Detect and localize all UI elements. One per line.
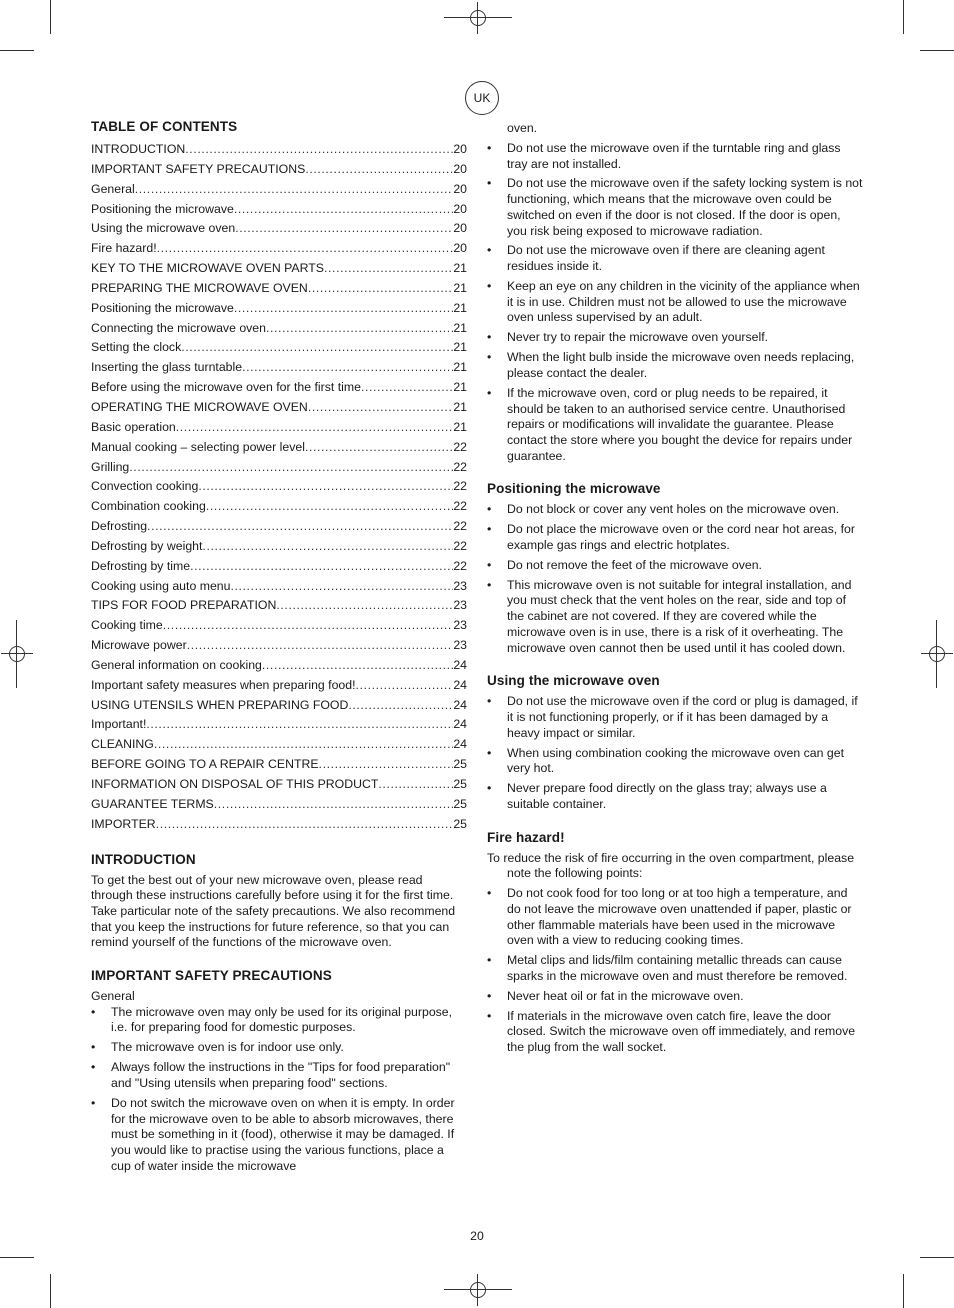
crop-mark (0, 50, 34, 51)
toc-leader-dots (262, 656, 453, 676)
toc-entry-page: 21 (453, 340, 467, 355)
toc-entry-title: PREPARING THE MICROWAVE OVEN (91, 280, 308, 295)
toc-leader-dots (176, 418, 454, 438)
toc-entry (91, 616, 467, 636)
toc-leader-dots (235, 219, 453, 239)
toc-entry-page: 21 (453, 399, 467, 414)
introduction-heading: INTRODUCTION (91, 851, 196, 867)
toc-entry-title: GUARANTEE TERMS (91, 796, 214, 811)
toc-entry-title: IMPORTER (91, 816, 156, 831)
toc-leader-dots (154, 735, 453, 755)
toc-leader-dots (147, 517, 453, 537)
list-item: • Do not block or cover any vent holes on the microwave oven. (487, 502, 863, 518)
toc-entry (91, 477, 467, 497)
toc-leader-dots (266, 319, 453, 339)
toc-entry (91, 219, 467, 239)
toc-leader-dots (146, 715, 453, 735)
toc-entry (91, 815, 467, 835)
crop-mark (50, 1274, 51, 1308)
toc-entry-title: INTRODUCTION (91, 142, 186, 156)
toc-entry-page: 21 (453, 280, 467, 295)
list-item: • When the light bulb inside the microwave oven needs replacing, please contact the dealer. (487, 350, 863, 381)
toc-leader-dots (308, 398, 454, 418)
fire-section (487, 830, 863, 1056)
toc-entry (91, 378, 467, 398)
toc-entry-title: OPERATING THE MICROWAVE OVEN (91, 399, 308, 414)
toc-entry-title: Connecting the microwave oven (91, 320, 266, 335)
list-item: • This microwave oven is not suitable for integral installation, and you must check that the vent holes on the rear, side and top of the cabinet are not covered. If they are covered while the microwave oven is in use, there is a risk of it overheating. The microwave oven cannot then be used until it has cooled down. (487, 578, 863, 657)
introduction-section (91, 852, 467, 952)
toc-leader-dots (187, 636, 454, 656)
crop-mark (920, 50, 954, 51)
toc-entry (91, 735, 467, 755)
toc-leader-dots (305, 438, 453, 458)
list-item: • Metal clips and lids/film containing metallic threads can cause sparks in the microwave oven and must therefore be removed. (487, 953, 863, 984)
toc-entry (91, 200, 467, 220)
toc-entry-page: 21 (453, 320, 467, 335)
toc-entry-page: 20 (453, 181, 467, 196)
using-section (487, 673, 863, 812)
list-item: • Never heat oil or fat in the microwave oven. (487, 989, 863, 1005)
list-item: • Keep an eye on any children in the vicinity of the appliance when it is in use. Children must not be allowed to use the microwave oven unless supervised by an adult. (487, 279, 863, 326)
toc-entry-page: 20 (453, 241, 467, 256)
list-item: • If the microwave oven, cord or plug needs to be repaired, it should be taken to an authorised service centre. Unauthorised repairs or modifications will invalidate the guarantee. Please contact the store where you bought the device for repairs under guarantee. (487, 386, 863, 465)
toc-entry-page: 23 (453, 598, 467, 613)
list-item: • Do not remove the feet of the microwave oven. (487, 558, 863, 574)
toc-leader-dots (206, 497, 453, 517)
toc-entry (91, 438, 467, 458)
toc-leader-dots (157, 239, 454, 259)
toc-entry (91, 596, 467, 616)
crop-mark (0, 1257, 34, 1258)
positioning-heading: Positioning the microwave (487, 481, 661, 497)
toc-entry-title: Defrosting by weight (91, 538, 203, 553)
safety-heading: IMPORTANT SAFETY PRECAUTIONS (91, 968, 332, 984)
toc-entry (91, 517, 467, 537)
toc-entry-page: 23 (453, 618, 467, 633)
toc-entry-title: INFORMATION ON DISPOSAL OF THIS PRODUCT (91, 777, 379, 791)
fire-list (487, 886, 863, 1056)
toc-entry (91, 358, 467, 378)
toc-entry-page: 24 (453, 677, 467, 692)
toc-entry (91, 755, 467, 775)
toc-leader-dots (348, 696, 453, 716)
toc-entry-page: 21 (453, 300, 467, 315)
introduction-text: To get the best out of your new microwave oven, please read through these instructions carefully before using it for the first time. Take particular note of the safety precautions. We also recommend that you keep the instructions for future reference, so that you can remind yourself of the functions of the microwave oven. (91, 872, 456, 950)
toc-entry (91, 676, 467, 696)
toc-entry-title: General information on cooking (91, 657, 262, 672)
toc-entry-title: TIPS FOR FOOD PREPARATION (91, 598, 277, 613)
toc-leader-dots (129, 458, 453, 478)
list-item: • Always follow the instructions in the "Tips for food preparation" and "Using utensils when preparing food" sections. (91, 1060, 467, 1091)
toc-entry-page: 24 (453, 657, 467, 672)
toc-entry-page: 24 (453, 737, 467, 752)
toc-entry-page: 25 (453, 816, 467, 831)
toc-entry-title: Basic operation (91, 419, 176, 434)
toc-leader-dots (308, 279, 453, 299)
toc-entry (91, 537, 467, 557)
list-item: • Do not place the microwave oven or the cord near hot areas, for example gas rings and electric hotplates. (487, 522, 863, 553)
list-item: • If materials in the microwave oven catch fire, leave the door closed. Switch the microwave oven off immediately, and remove the plug from the wall socket. (487, 1009, 863, 1056)
toc-entry-title: General (91, 181, 135, 196)
toc-entry (91, 319, 467, 339)
toc-entry-page: 22 (453, 558, 467, 573)
positioning-list (487, 502, 863, 656)
toc-entry-page: 24 (453, 697, 467, 712)
toc-entry-page: 25 (453, 777, 467, 791)
toc-entry-page: 22 (453, 439, 467, 454)
toc-entry (91, 140, 467, 160)
list-item: • The microwave oven may only be used for its original purpose, i.e. for preparing food for domestic purposes. (91, 1005, 467, 1036)
toc-entry (91, 160, 467, 180)
toc-entry-title: Convection cooking (91, 479, 199, 494)
toc-leader-dots (361, 378, 453, 398)
toc-entry-title: USING UTENSILS WHEN PREPARING FOOD (91, 697, 349, 712)
toc-entry-page: 22 (453, 519, 467, 534)
continued-text: oven. (507, 121, 538, 135)
toc-leader-dots (190, 557, 453, 577)
toc-entry-page: 21 (453, 380, 467, 395)
toc-leader-dots (234, 200, 453, 220)
toc-entry (91, 795, 467, 815)
toc-entry-page: 25 (453, 757, 467, 772)
toc-leader-dots (181, 338, 453, 358)
toc-entry (91, 299, 467, 319)
using-heading: Using the microwave oven (487, 673, 660, 689)
toc-entry-title: Defrosting (91, 519, 148, 534)
toc-entry-title: IMPORTANT SAFETY PRECAUTIONS (91, 161, 306, 176)
crop-mark (903, 1274, 904, 1308)
toc-leader-dots (242, 358, 453, 378)
safety-list-left (91, 1005, 467, 1175)
toc-entry-title: Before using the microwave oven for the first time (91, 380, 361, 395)
toc-entry-page: 20 (453, 221, 467, 236)
fire-intro: To reduce the risk of fire occurring in the oven compartment, please note the following points: (487, 850, 855, 881)
toc-entry-title: Inserting the glass turntable (91, 360, 243, 375)
toc-heading: TABLE OF CONTENTS (91, 119, 238, 134)
toc-entry-title: CLEANING (91, 737, 154, 752)
toc-entry-page: 20 (453, 201, 467, 216)
toc-leader-dots (319, 755, 454, 775)
list-item: • Never try to repair the microwave oven yourself. (487, 330, 863, 346)
toc-leader-dots (135, 180, 454, 200)
list-item: • Never prepare food directly on the glass tray; always use a suitable container. (487, 781, 863, 812)
toc-entry (91, 497, 467, 517)
toc-entry (91, 418, 467, 438)
toc-entry-page: 21 (453, 419, 467, 434)
toc-entry (91, 557, 467, 577)
toc-entry-page: 23 (453, 578, 467, 593)
left-column (91, 119, 467, 1179)
toc-entry-page: 20 (453, 142, 467, 156)
toc-entry (91, 279, 467, 299)
toc-entry-page: 22 (453, 459, 467, 474)
toc-entry-page: 21 (453, 261, 467, 276)
fire-heading: Fire hazard! (487, 829, 565, 845)
toc-leader-dots (230, 577, 453, 597)
toc-leader-dots (276, 596, 453, 616)
page-number: 20 (470, 1229, 484, 1243)
toc-leader-dots (305, 160, 453, 180)
toc-leader-dots (198, 477, 453, 497)
toc-entry-title: Using the microwave oven (91, 221, 236, 236)
safety-list-right (487, 141, 863, 464)
list-item: • Do not use the microwave oven if the turntable ring and glass tray are not installed. (487, 141, 863, 172)
toc-entry-title: Grilling (91, 459, 130, 474)
toc-entry (91, 577, 467, 597)
using-list (487, 694, 863, 812)
toc-entry-title: KEY TO THE MICROWAVE OVEN PARTS (91, 261, 325, 276)
toc-entry-title: Setting the clock (91, 340, 182, 355)
toc-entry (91, 458, 467, 478)
toc-entry-title: Microwave power (91, 638, 187, 653)
toc-entry (91, 775, 467, 795)
toc-entry-title: BEFORE GOING TO A REPAIR CENTRE (91, 757, 319, 772)
list-item: • Do not use the microwave oven if there are cleaning agent residues inside it. (487, 243, 863, 274)
crop-mark (903, 0, 904, 34)
table-of-contents (91, 140, 467, 835)
toc-entry-title: Combination cooking (91, 499, 206, 514)
safety-subheading: General (91, 989, 135, 1004)
list-item: • When using combination cooking the microwave oven can get very hot. (487, 746, 863, 777)
registration-mark-right (921, 638, 953, 670)
toc-entry-page: 20 (453, 161, 467, 176)
registration-mark-left (1, 638, 33, 670)
toc-entry (91, 180, 467, 200)
toc-leader-dots (324, 259, 453, 279)
list-item: • The microwave oven is for indoor use only. (91, 1040, 467, 1056)
toc-entry (91, 656, 467, 676)
toc-entry-page: 23 (453, 638, 467, 653)
crop-mark (920, 1257, 954, 1258)
registration-mark-bottom (462, 1274, 494, 1306)
positioning-section (487, 481, 863, 656)
toc-entry-page: 22 (453, 538, 467, 553)
toc-entry (91, 696, 467, 716)
list-item: • Do not switch the microwave oven on when it is empty. In order for the microwave oven to be able to absorb microwaves, there must be something in it (food), otherwise it may be damaged. If you would like to practise using the various functions, place a cup of water inside the microwave (91, 1096, 467, 1175)
right-column (487, 121, 863, 1060)
language-badge: UK (465, 81, 499, 115)
toc-entry-title: Positioning the microwave (91, 300, 234, 315)
toc-entry-title: Manual cooking – selecting power level (91, 439, 305, 454)
toc-leader-dots (214, 795, 454, 815)
toc-entry-title: Important! (91, 717, 147, 732)
toc-entry (91, 715, 467, 735)
toc-leader-dots (234, 299, 453, 319)
toc-leader-dots (185, 140, 453, 160)
toc-entry-page: 25 (453, 796, 467, 811)
toc-entry-title: Defrosting by time (91, 558, 191, 573)
crop-mark (50, 0, 51, 34)
toc-entry (91, 239, 467, 259)
list-item: • Do not use the microwave oven if the safety locking system is not functioning, which means that the microwave oven could be switched on even if the door is not closed. If the door is open, you risk being exposed to microwave radiation. (487, 176, 863, 239)
toc-entry-title: Cooking using auto menu (91, 578, 231, 593)
toc-entry (91, 259, 467, 279)
toc-leader-dots (356, 676, 454, 696)
toc-entry-title: Positioning the microwave (91, 201, 234, 216)
toc-entry-title: Cooking time (91, 618, 163, 633)
toc-entry-page: 21 (453, 360, 467, 375)
toc-entry-page: 22 (453, 479, 467, 494)
safety-section (91, 968, 467, 1174)
registration-mark-top (462, 2, 494, 34)
toc-leader-dots (156, 815, 454, 835)
toc-leader-dots (202, 537, 453, 557)
list-item: • Do not cook food for too long or at too high a temperature, and do not leave the microwave oven unattended if paper, plastic or other flammable materials have been used in the microwave oven with a view to reducing cooking times. (487, 886, 863, 949)
toc-entry-page: 22 (453, 499, 467, 514)
toc-entry (91, 338, 467, 358)
toc-entry-title: Important safety measures when preparing food! (91, 677, 356, 692)
toc-entry-page: 24 (453, 717, 467, 732)
toc-entry (91, 398, 467, 418)
toc-leader-dots (163, 616, 454, 636)
toc-entry-title: Fire hazard! (91, 241, 157, 256)
toc-entry (91, 636, 467, 656)
toc-leader-dots (378, 775, 453, 795)
list-item: • Do not use the microwave oven if the cord or plug is damaged, if it is not functioning properly, or if it has been damaged by a heavy impact or similar. (487, 694, 863, 741)
